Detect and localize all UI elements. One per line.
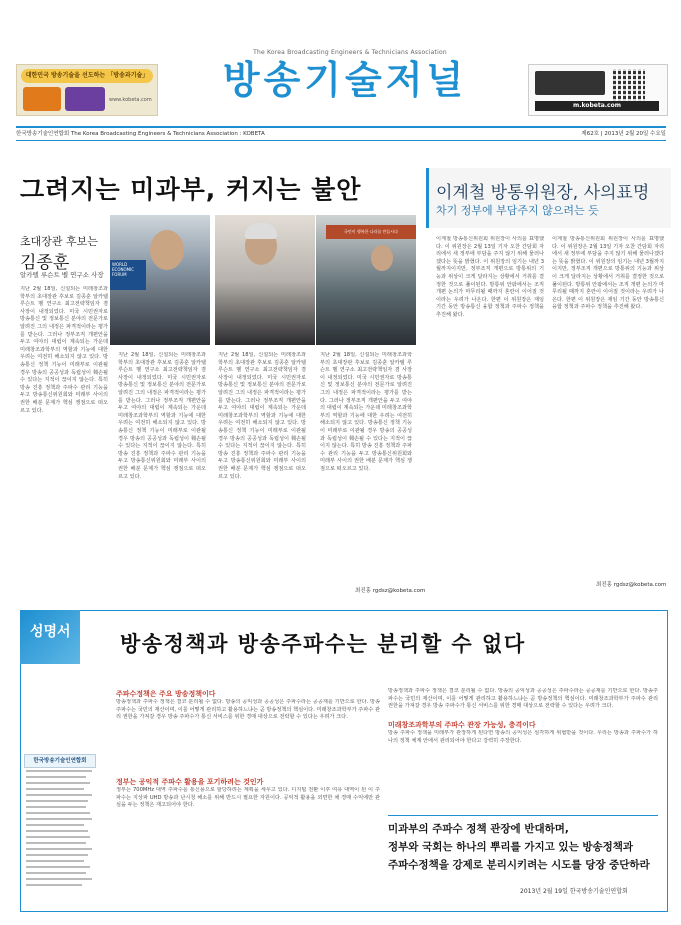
masthead-left-ad[interactable]	[16, 64, 158, 116]
ad-left-site: www.kobeta.com	[109, 97, 152, 103]
lead-headline: 그려지는 미과부, 커지는 불안	[20, 175, 362, 204]
lead-subtitle-label: 초대장관 후보는	[20, 235, 98, 248]
side-subhead: 차기 정부에 부담주지 않으려는 듯	[436, 204, 599, 217]
side-byline: 최진홍 rgdsz@kobeta.com	[596, 582, 667, 588]
ad-logo-purple	[65, 87, 105, 111]
side-headline: 이계철 방통위원장, 사의표명	[436, 183, 650, 203]
statement-sub3: 미래창조과학부의 주파수 관장 가능성, 충격이다	[388, 721, 536, 729]
phone-icon	[535, 71, 605, 95]
lead-subtitle-name: 김종훈	[20, 253, 70, 273]
ad-left-text: 대한민국 방송기술을 선도하는 「방송과기술」	[21, 69, 153, 83]
photo-minister-nominee	[110, 215, 210, 345]
side-col-1: 이계철 방송통신위원회 위원장이 사의를 표명했다. 이 위원장은 2월 13일 기자 오찬 간담회 자리에서 새 정부에 부담을 주지 않기 위해 물러나겠다는 뜻을 밝혔다. 이 위원장의 임기는 내년 3월까지이지만, 정부조직 개편으로 방통위의 기능과 위상이 크게 달라지는 상황에서 거취를 결정한 것으로 풀이된다. 방통위 안팎에서는 조직 개편 논의가 마무리될 때까지 혼란이 이어질 것이라는 우려가 나온다. 한편 이 위원장은 재임 기간 동안 방송통신 융합 정책과 주파수 정책을 추진해 왔다.	[436, 236, 544, 318]
association-sidebar	[24, 754, 94, 894]
publisher-line: 한국방송기술인연합회 The Korea Broadcasting Engineers & Technicians Association : KOBETA	[16, 131, 265, 137]
lead-col-3: 지난 2월 18일, 신설되는 미래창조과학부의 초대장관 후보로 김종훈 알카텔 루슨트 벨 연구소 최고전략책임자 겸 사장이 내정되었다. 미국 시민권자로 방송통신 및 정보통신 분야의 전문가로 알려진 그의 내정은 파격적이라는 평가를 받는다. 그러나 정부조직 개편안을 두고 여야의 대립이 계속되는 가운데 미래창조과학부의 역할과 기능에 대한 우려는 여전히 해소되지 않고 있다. 방송통신 정책 기능이 미래부로 이관될 경우 방송의 공공성과 독립성이 훼손될 수 있다는 지적이 끊이지 않는다. 특히 방송 진흥 정책과 주파수 관리 기능을 두고 방송통신위원회와 미래부 사이의 권한 배분 문제가 핵심 쟁점으로 떠오르고 있다.	[218, 352, 306, 480]
lead-col-2: 지난 2월 18일, 신설되는 미래창조과학부의 초대장관 후보로 김종훈 알카텔 루슨트 벨 연구소 최고전략책임자 겸 사장이 내정되었다. 미국 시민권자로 방송통신 및 정보통신 분야의 전문가로 알려진 그의 내정은 파격적이라는 평가를 받는다. 그러나 정부조직 개편안을 두고 여야의 대립이 계속되는 가운데 미래창조과학부의 역할과 기능에 대한 우려는 여전히 해소되지 않고 있다. 방송통신 정책 기능이 미래부로 이관될 경우 방송의 공공성과 독립성이 훼손될 수 있다는 지적이 끊이지 않는다. 특히 방송 진흥 정책과 주파수 관리 기능을 두고 방송통신위원회와 미래부 사이의 권한 배분 문제가 핵심 쟁점으로 떠오르고 있다.	[118, 352, 206, 480]
statement-closing: 2013년 2월 19일 한국방송기술인연합회	[520, 888, 628, 895]
statement-col-2: 정부는 700MHz 대역 주파수를 통신용으로 할당하려는 계획을 세우고 있다. 디지털 전환 이후 여유 대역이 된 이 주파수는 지상파 UHD 방송과 난시청 해소를 위해 반드시 필요한 자원이다. 공익적 활용을 외면한 채 경매 수익에만 관심을 두는 정책은 재고되어야 한다.	[116, 787, 380, 809]
photo-event	[316, 215, 416, 345]
statement-title: 방송정책과 방송주파수는 분리할 수 없다	[120, 632, 526, 656]
photo1-caption: WORLD ECONOMIC FORUM	[110, 260, 146, 290]
ad-right-url: m.kobeta.com	[535, 101, 659, 111]
statement-col-3: 방송정책과 주파수 정책은 결코 분리될 수 없다. 방송의 공익성과 공공성은 주파수라는 공공재를 기반으로 한다. 방송주파수는 국민의 재산이며, 이를 어떻게 관리하고 활용하느냐는 곧 방송정책의 핵심이다. 미래창조과학부가 주파수 관리 권한을 가져갈 경우 방송 주파수가 통신 서비스를 위한 경매 대상으로 전락할 수 있다는 우려가 크다.	[388, 688, 658, 710]
lead-col-1: 지난 2월 18일, 신설되는 미래창조과학부의 초대장관 후보로 김종훈 알카텔 루슨트 벨 연구소 최고전략책임자 겸 사장이 내정되었다. 미국 시민권자로 방송통신 및 정보통신 분야의 전문가로 알려진 그의 내정은 파격적이라는 평가를 받는다. 그러나 정부조직 개편안을 두고 여야의 대립이 계속되는 가운데 미래창조과학부의 역할과 기능에 대한 우려는 여전히 해소되지 않고 있다. 방송통신 정책 기능이 미래부로 이관될 경우 방송의 공공성과 독립성이 훼손될 수 있다는 지적이 끊이지 않는다. 특히 방송 진흥 정책과 주파수 관리 기능을 두고 방송통신위원회와 미래부 사이의 권한 배분 문제가 핵심 쟁점으로 떠오르고 있다.	[20, 286, 108, 414]
statement-sub1: 주파수정책은 주요 방송정책이다	[116, 690, 216, 698]
statement-callout: 미과부의 주파수 정책 관장에 반대하며, 정부와 국회는 하나의 뿌리를 가지고 있는 방송정책과 주파수정책을 강제로 분리시키려는 시도를 당장 중단하라	[388, 823, 650, 871]
statement-sub2: 정부는 공익적 주파수 활용을 포기하려는 것인가	[116, 778, 264, 786]
lead-subtitle-note: 알카텔 루슨트 벨 연구소 사장	[20, 271, 104, 279]
callout-rule	[388, 815, 658, 816]
statement-col-4: 방송 주파수 정책을 미래부가 관장하게 된다면 방송의 공익성은 심각하게 위협받을 것이다. 우리는 방송과 주파수가 하나의 정책 체계 안에서 관리되어야 한다고 강력히 주장한다.	[388, 730, 658, 744]
issue-info-bar	[16, 126, 666, 141]
ad-logo-orange	[23, 87, 61, 111]
issue-info: 제62호 | 2013년 2월 20일 수요일	[581, 131, 666, 137]
lead-byline: 최진홍 rgdsz@kobeta.com	[355, 588, 426, 594]
photo-president	[215, 215, 315, 345]
statement-label: 성명서	[30, 624, 71, 640]
side-col-2: 이계철 방송통신위원회 위원장이 사의를 표명했다. 이 위원장은 2월 13일 기자 오찬 간담회 자리에서 새 정부에 부담을 주지 않기 위해 물러나겠다는 뜻을 밝혔다. 이 위원장의 임기는 내년 3월까지이지만, 정부조직 개편으로 방통위의 기능과 위상이 크게 달라지는 상황에서 거취를 결정한 것으로 풀이된다. 방통위 안팎에서는 조직 개편 논의가 마무리될 때까지 혼란이 이어질 것이라는 우려가 나온다. 한편 이 위원장은 재임 기간 동안 방송통신 융합 정책과 주파수 정책을 추진해 왔다.	[552, 236, 664, 311]
masthead-title: 방송기술저널	[222, 58, 468, 102]
masthead-right-ad[interactable]	[528, 64, 668, 116]
photo3-caption: 국민이 행복한 나라를 만듭시다	[326, 225, 416, 239]
association-title: 한국방송기술인연합회	[24, 754, 96, 768]
statement-col-1: 방송정책과 주파수 정책은 결코 분리될 수 없다. 방송의 공익성과 공공성은 주파수라는 공공재를 기반으로 한다. 방송주파수는 국민의 재산이며, 이를 어떻게 관리하고 활용하느냐는 곧 방송정책의 핵심이다. 미래창조과학부가 주파수 관리 권한을 가져갈 경우 방송 주파수가 통신 서비스를 위한 경매 대상으로 전락할 수 있다는 우려가 크다.	[116, 699, 380, 721]
association-member-list	[26, 770, 94, 892]
member-list-lines	[26, 770, 94, 890]
masthead-subtitle: The Korea Broadcasting Engineers & Technicians Association	[253, 49, 447, 56]
lead-col-4: 지난 2월 18일, 신설되는 미래창조과학부의 초대장관 후보로 김종훈 알카텔 루슨트 벨 연구소 최고전략책임자 겸 사장이 내정되었다. 미국 시민권자로 방송통신 및 정보통신 분야의 전문가로 알려진 그의 내정은 파격적이라는 평가를 받는다. 그러나 정부조직 개편안을 두고 여야의 대립이 계속되는 가운데 미래창조과학부의 역할과 기능에 대한 우려는 여전히 해소되지 않고 있다. 방송통신 정책 기능이 미래부로 이관될 경우 방송의 공공성과 독립성이 훼손될 수 있다는 지적이 끊이지 않는다. 특히 방송 진흥 정책과 주파수 관리 기능을 두고 방송통신위원회와 미래부 사이의 권한 배분 문제가 핵심 쟁점으로 떠오르고 있다.	[320, 352, 412, 472]
